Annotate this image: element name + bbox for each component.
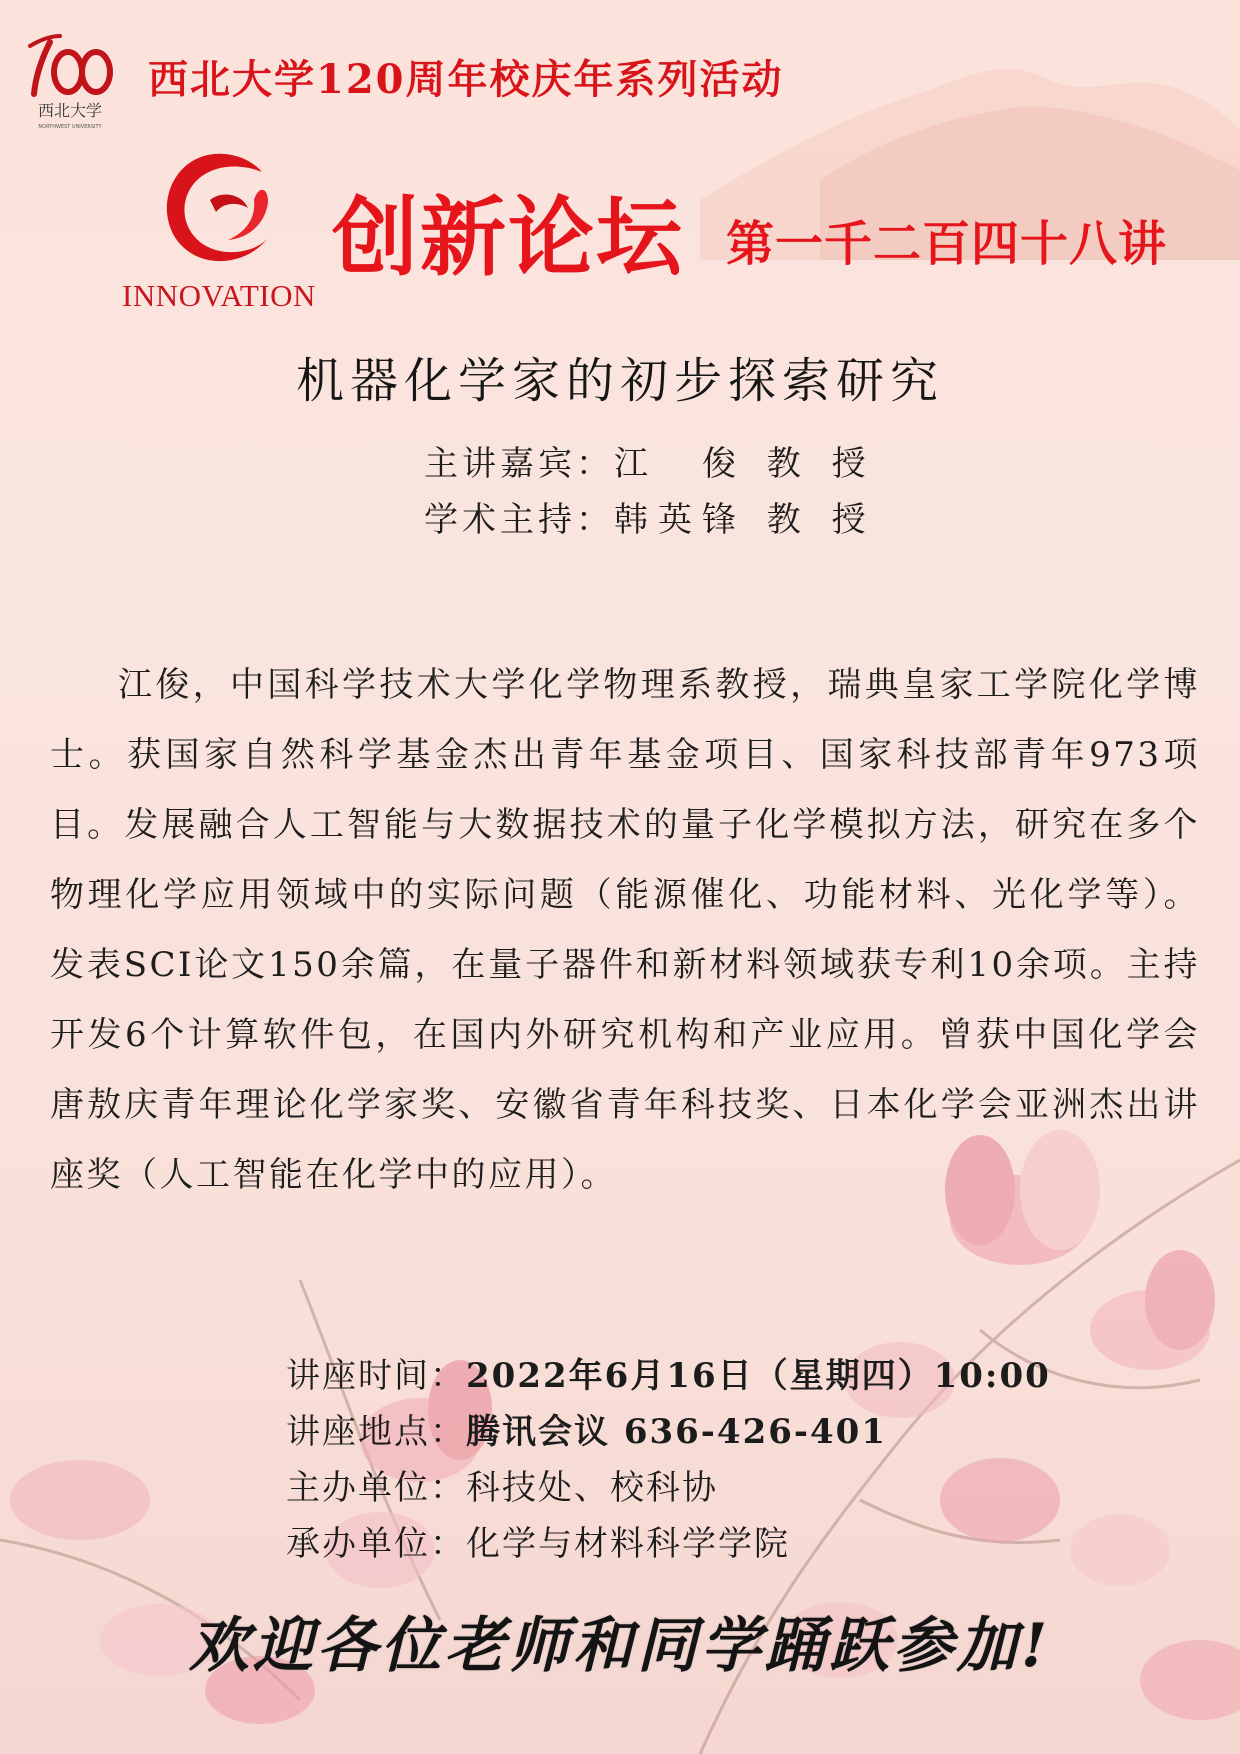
anniversary-title: 西北大学120周年校庆年系列活动 [148, 56, 784, 103]
people-section [424, 436, 876, 548]
organizer-label: 主办单位： [286, 1468, 466, 1508]
speaker-label: 主讲嘉宾： [424, 444, 614, 484]
time-value: 2022年6月16日（星期四）10:00 [466, 1356, 1051, 1396]
forum-title: 创新论坛 [332, 188, 684, 288]
speaker-row [424, 436, 876, 492]
logo-chinese-text: 西北大学 [37, 101, 103, 120]
organizer-row [286, 1460, 1051, 1516]
university-anniversary-logo [26, 24, 114, 134]
host-value: 韩英锋 教 授 [614, 500, 876, 540]
place-row [286, 1404, 1051, 1460]
speaker-bio: 江俊，中国科学技术大学化学物理系教授，瑞典皇家工学院化学博士。获国家自然科学基金杰出青年基金项目、国家科技部青年973项目。发展融合人工智能与大数据技术的量子化学模拟方法，研究在多个物理化学应用领域中的实际问题（能源催化、功能材料、光化学等）。发表SCI论文150余篇，在量子器件和新材料领域获专利10余项。主持开发6个计算软件包，在国内外研究机构和产业应用。曾获中国化学会唐敖庆青年理论化学家奖、安徽省青年科技奖、日本化学会亚洲杰出讲座奖（人工智能在化学中的应用）。 [50, 665, 1200, 1195]
place-value: 腾讯会议 636-426-401 [466, 1412, 887, 1452]
organizer-value: 科技处、校科协 [466, 1468, 718, 1508]
lecture-info [286, 1348, 1051, 1572]
speaker-value: 江 俊 教 授 [614, 444, 876, 484]
time-label: 讲座时间： [286, 1356, 466, 1396]
logo-english-text: NORTHWEST UNIVERSITY [38, 124, 102, 130]
lecture-number: 第一千二百四十八讲 [726, 216, 1168, 272]
host-row [424, 492, 876, 548]
talk-title: 机器化学家的初步探索研究 [295, 353, 944, 409]
host-unit-row [286, 1516, 1051, 1572]
innovation-logo-text: INNOVATION [122, 278, 316, 313]
welcome-message: 欢迎各位老师和同学踊跃参加! [188, 1611, 1052, 1681]
host-unit-label: 承办单位： [286, 1524, 466, 1564]
place-label: 讲座地点： [286, 1412, 466, 1452]
host-label: 学术主持： [424, 500, 614, 540]
innovation-swirl-logo [150, 142, 290, 272]
time-row [286, 1348, 1051, 1404]
host-unit-value: 化学与材料科学学院 [466, 1524, 790, 1564]
